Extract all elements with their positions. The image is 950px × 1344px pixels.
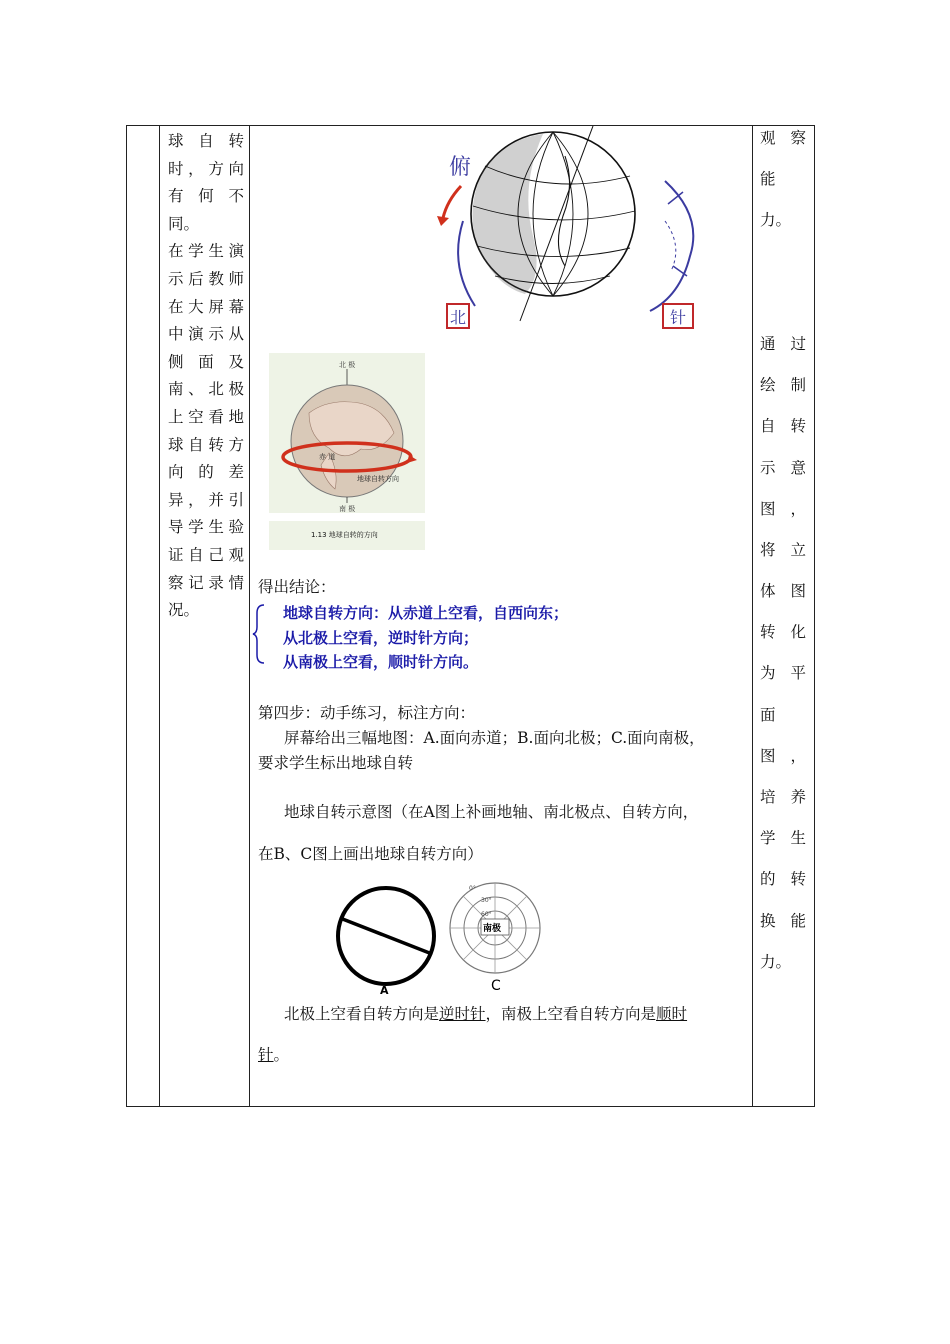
diagram-c (450, 883, 540, 994)
activity-line: 南、北极 (168, 380, 244, 399)
conclusion-line-3: 从南极上空看，顺时针方向。 (283, 653, 479, 671)
activity-line: 察记录情 (168, 573, 244, 592)
intent-line: 通过 (760, 334, 806, 353)
activity-line: 证自己观 (168, 545, 244, 564)
activity-line: 球自转方 (168, 435, 244, 454)
intent-line: 力。 (760, 211, 792, 230)
conclusion-title: 得出结论： (258, 578, 336, 596)
answer-blank-1: 逆时针 (439, 1005, 486, 1023)
svg-text:地球自转方向: 地球自转方向 (357, 475, 399, 483)
globe-rotation-figure (425, 126, 715, 336)
red-arrow-head (437, 216, 449, 226)
intent-line: 图， (760, 499, 806, 518)
activity-line: 况。 (168, 601, 200, 620)
activity-line: 在大屏幕 (168, 297, 244, 316)
globe-icon (471, 126, 635, 321)
answer-blank-2: 顺时 (656, 1005, 688, 1023)
intent-line (760, 252, 806, 293)
svg-text:0°: 0° (469, 885, 476, 892)
intent-line: 换能 (760, 911, 806, 930)
svg-text:北: 北 (450, 308, 467, 327)
activity-line: 示后教师 (168, 269, 244, 288)
activity-line: 导学生验 (168, 518, 244, 537)
intent-line: 体图 (760, 582, 806, 601)
intent-line: 力。 (760, 952, 792, 971)
diagram-a (338, 888, 434, 997)
blue-arc-left (458, 221, 475, 306)
activity-line: 在学生演 (168, 242, 244, 261)
red-arrow (443, 186, 461, 218)
textbook-globe-image (269, 353, 425, 513)
intent-line: 学生 (760, 829, 806, 848)
intent-line: 面 (760, 705, 776, 724)
activity-line: 向的差 (168, 463, 244, 482)
brace-icon (252, 603, 266, 665)
svg-text:南 极: 南 极 (339, 505, 356, 513)
intent-line: 能 (760, 170, 776, 189)
table-divider (249, 126, 250, 1106)
intent-line: 将立 (760, 540, 806, 559)
activity-line: 同。 (168, 214, 200, 233)
intent-line: 为平 (760, 664, 806, 683)
activity-line: 中演示从 (168, 325, 244, 344)
activity-line: 上空看地 (168, 407, 244, 426)
step4-paragraph-2: 地球自转示意图（在A图上补画地轴、南北极点、自转方向， (284, 803, 699, 821)
intent-line: 的转 (760, 870, 806, 889)
answer-line-2: 针。 (258, 1046, 290, 1064)
svg-text:针: 针 (670, 308, 687, 327)
svg-text:60°: 60° (481, 911, 492, 918)
svg-text:C: C (491, 978, 501, 994)
step4-paragraph-1: 屏幕给出三幅地图：A.面向赤道；B.面向北极；C.面向南极， (284, 729, 705, 747)
exercise-diagrams (330, 880, 550, 998)
activity-line: 有何不 (168, 187, 244, 206)
intent-line (760, 293, 806, 334)
table-divider (159, 126, 160, 1106)
svg-text:30°: 30° (481, 897, 492, 904)
textbook-figure-caption: 1.13 地球自转的方向 (269, 521, 425, 550)
design-intent-column (760, 128, 806, 993)
step4-paragraph-1b: 要求学生标出地球自转 (258, 754, 414, 772)
step4-title: 第四步：动手练习，标注方向： (258, 704, 476, 722)
intent-line: 自转 (760, 417, 806, 436)
activity-line: 球自转 (168, 132, 244, 150)
activity-line: 时，方向 (168, 159, 244, 178)
intent-line: 绘制 (760, 376, 806, 395)
intent-line: 图， (760, 746, 806, 765)
svg-text:赤 道: 赤 道 (319, 453, 336, 461)
intent-line: 培养 (760, 788, 806, 806)
step4-paragraph-2b: 在B、C图上画出地球自转方向） (258, 845, 483, 863)
svg-text:A: A (380, 984, 389, 997)
conclusion-line-1: 地球自转方向：从赤道上空看，自西向东； (283, 604, 569, 622)
intent-line: 示意 (760, 458, 806, 477)
activity-line: 侧面及 (168, 352, 244, 371)
teacher-activity-column (168, 128, 244, 625)
answer-line: 北极上空看自转方向是逆时针，南极上空看自转方向是顺时 (284, 1005, 688, 1023)
figure-fuzzy-char: 俯 (449, 155, 472, 180)
intent-line: 观察 (760, 129, 806, 147)
svg-text:南极: 南极 (483, 924, 502, 934)
svg-text:北 极: 北 极 (339, 361, 356, 369)
intent-line: 转化 (760, 623, 806, 642)
activity-line: 异，并引 (168, 490, 244, 509)
conclusion-line-2: 从北极上空看，逆时针方向； (283, 629, 479, 647)
